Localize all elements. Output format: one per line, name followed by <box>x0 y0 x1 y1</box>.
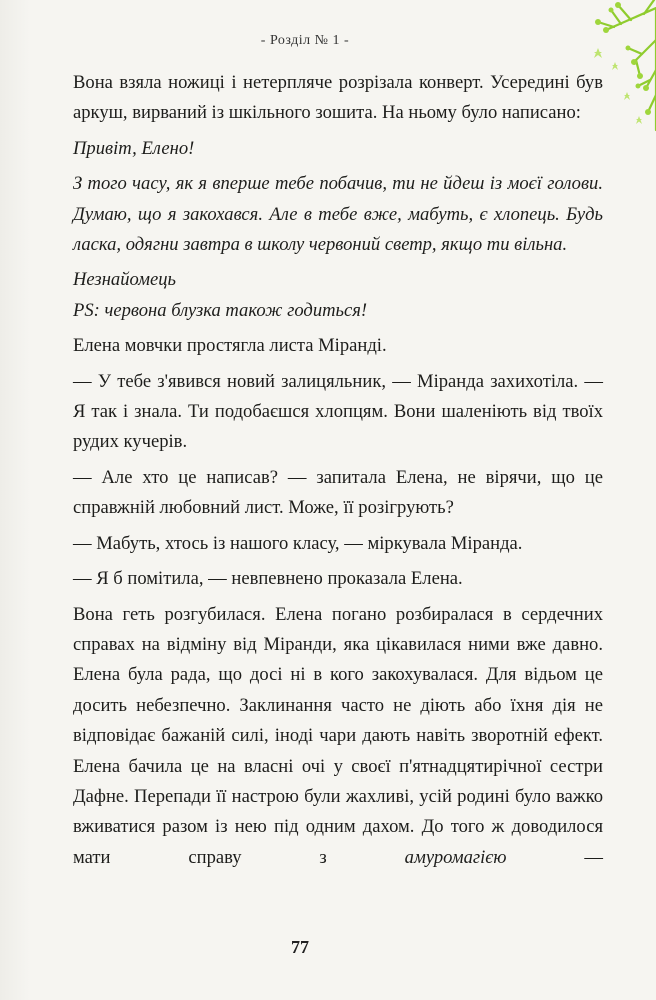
paragraph-tail: — <box>506 846 603 868</box>
body-text <box>73 68 603 873</box>
letter-greeting: Привіт, Елено! <box>73 137 195 159</box>
paragraph: Вона взяла ножиці і нетерпляче розрізала конверт. Усередині був аркуш, вирваний із шкільного зошита. На ньому було написано: <box>73 72 603 124</box>
emphasized-word: амуромагією <box>404 846 507 868</box>
dialogue-line: — У тебе з'явився новий залицяльник, — Міранда захихотіла. — Я так і знала. Ти подобаєшся хлопцям. Вони шаленіють від твоїх рудих кучерів. <box>73 370 603 453</box>
paragraph-text: Вона геть розгубилася. Елена погано розбиралася в сердечних справах на відміну від Міранди, яка цікавилася ними вже давно. Елена була рада, що досі ні в кого закохувалася. Для відьом це досить небезпечно. Заклинання часто не діють або їхня дія не відповідає бажаній силі, іноді чари дають навіть зворотній ефект. Елена бачила це на власні очі у своєї п'ятнадцятирічної сестри Дафне. Перепади її настрою були жахливі, усій родині було важко вживатися разом із нею під одним дахом. До того ж доводилося мати справу з <box>73 603 603 868</box>
dialogue-line: — Але хто це написав? — запитала Елена, не вірячи, що це справжній любовний лист. Може, її розігрують? <box>73 466 603 519</box>
paragraph <box>73 600 603 874</box>
letter-signature: Незнайомець <box>73 269 176 291</box>
paragraph: Елена мовчки простягла листа Міранді. <box>73 335 387 357</box>
letter-body: З того часу, як я вперше тебе побачив, ти не йдеш із моєї голови. Думаю, що я закохався. Але в тебе вже, мабуть, є хлопець. Будь ласка, одягни завтра в школу червоний светр, якщо ти вільна. <box>73 173 603 256</box>
dialogue-line: — Мабуть, хтось із нашого класу, — міркувала Міранда. <box>73 532 523 554</box>
letter-postscript: PS: червона блузка також годиться! <box>73 299 368 321</box>
running-header: - Розділ № 1 - <box>260 33 350 48</box>
dialogue-line: — Я б помітила, — невпевнено проказала Елена. <box>73 568 463 590</box>
page-number: 77 <box>291 937 309 957</box>
